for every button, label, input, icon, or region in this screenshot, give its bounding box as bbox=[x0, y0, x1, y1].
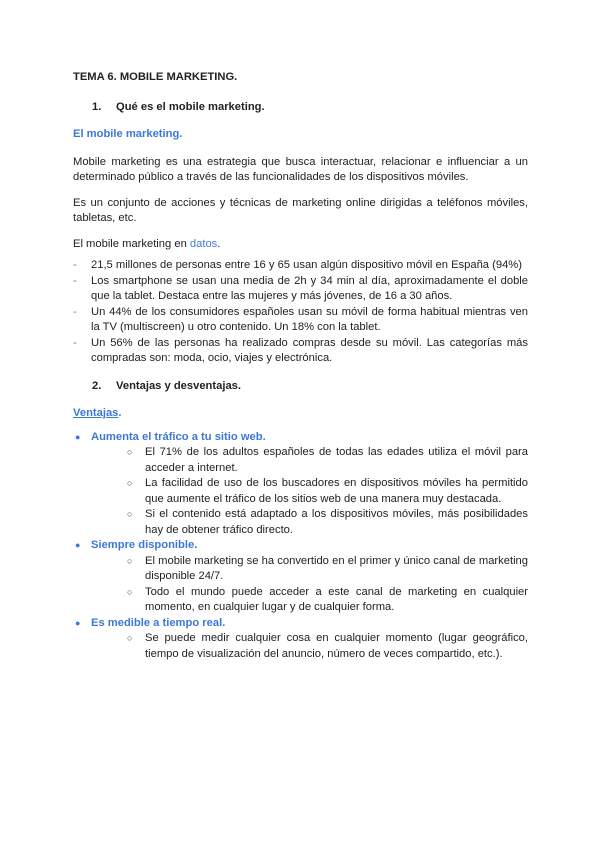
paragraph-text-end: . bbox=[217, 237, 221, 250]
advantage-points bbox=[91, 554, 528, 616]
sub-item-text: Todo el mundo puede acceder a este canal de marketing en cualquier momento, en cualquier lugar y de cualquier forma. bbox=[145, 585, 528, 613]
circle-marker: ○ bbox=[127, 555, 133, 566]
circle-marker: ○ bbox=[127, 586, 133, 597]
paragraph-data-intro bbox=[73, 237, 528, 253]
advantage-label: Es medible a tiempo real. bbox=[91, 616, 226, 629]
sub-item-text: El 71% de los adultos españoles de todas las edades utiliza el móvil para acceder a internet. bbox=[145, 446, 528, 474]
list-item-text: Un 56% de las personas ha realizado compras desde su móvil. Las categorías más compradas son: moda, ocio, viajes y electrónica. bbox=[91, 336, 528, 364]
bullet-marker: ● bbox=[75, 617, 81, 628]
paragraph-actions: Es un conjunto de acciones y técnicas de marketing online dirigidas a teléfonos móviles, tabletas, etc. bbox=[73, 196, 528, 224]
advantage-points bbox=[91, 445, 528, 538]
sub-item-text: El mobile marketing se ha convertido en el primer y único canal de marketing disponible 24/7. bbox=[145, 554, 528, 582]
circle-marker: ○ bbox=[127, 478, 133, 488]
circle-marker: ○ bbox=[127, 633, 133, 643]
section-title: Ventajas y desventajas. bbox=[116, 379, 242, 392]
circle-marker: ○ bbox=[127, 509, 133, 519]
list-item bbox=[73, 274, 528, 305]
advantage-item bbox=[73, 430, 528, 539]
subheading-suffix: . bbox=[118, 407, 122, 419]
document-title: TEMA 6. MOBILE MARKETING. bbox=[73, 71, 238, 83]
section-number: 2. bbox=[92, 379, 102, 392]
paragraph-definition: Mobile marketing es una estrategia que busca interactuar, relacionar e influenciar a un determinado público a través de las funcionalidades de los dispositivos móviles. bbox=[73, 155, 528, 183]
section-heading-2 bbox=[73, 379, 528, 395]
list-item bbox=[73, 305, 528, 336]
advantage-label: Aumenta el tráfico a tu sitio web. bbox=[91, 430, 266, 443]
sub-list-item bbox=[91, 585, 528, 616]
sub-item-text: La facilidad de uso de los buscadores en dispositivos móviles ha permitido que aumente el tráfico de los sitios web de una manera muy destacada. bbox=[145, 477, 528, 505]
sub-list-item bbox=[91, 631, 528, 662]
subheading-text: Ventajas bbox=[73, 407, 119, 419]
dash-marker: - bbox=[73, 259, 77, 271]
dash-marker: - bbox=[73, 305, 77, 318]
list-item bbox=[73, 336, 528, 367]
bullet-marker: ● bbox=[75, 540, 81, 550]
facts-list bbox=[73, 258, 528, 367]
document-page bbox=[73, 70, 528, 662]
sub-item-text: Si el contenido está adaptado a los dispositivos móviles, más posibilidades hay de obtener tráfico directo. bbox=[145, 508, 528, 536]
list-item-text: Los smartphone se usan una media de 2h y 34 min al día, aproximadamente el doble que la tablet. Destaca entre las mujeres y más jóvenes, de 16 a 30 años. bbox=[91, 274, 528, 302]
advantage-item bbox=[73, 616, 528, 663]
circle-marker: ○ bbox=[127, 447, 133, 457]
advantage-label: Siempre disponible. bbox=[91, 539, 198, 551]
paragraph-text: El mobile marketing en bbox=[73, 237, 190, 250]
sub-list-item bbox=[91, 554, 528, 585]
sub-item-text: Se puede medir cualquier cosa en cualquier momento (lugar geográfico, tiempo de visualización del anuncio, número de veces compartido, etc.). bbox=[145, 632, 528, 660]
section-title: Qué es el mobile marketing. bbox=[116, 100, 265, 113]
datos-link[interactable]: datos bbox=[189, 237, 218, 250]
section-number: 1. bbox=[92, 100, 102, 113]
subheading-ventajas bbox=[73, 406, 528, 422]
list-item bbox=[73, 258, 528, 274]
section-heading-1 bbox=[73, 100, 528, 116]
bullet-marker: ● bbox=[75, 431, 81, 442]
subheading-mobile-marketing: El mobile marketing. bbox=[73, 128, 183, 140]
advantage-points bbox=[91, 631, 528, 662]
advantage-item bbox=[73, 538, 528, 616]
list-item-text: Un 44% de los consumidores españoles usan su móvil de forma habitual mientras ven la TV (multiscreen) u otro contenido. Un 18% con la tablet. bbox=[91, 305, 528, 333]
sub-list-item bbox=[91, 507, 528, 538]
advantages-list bbox=[73, 430, 528, 663]
sub-list-item bbox=[91, 445, 528, 476]
list-item-text: 21,5 millones de personas entre 16 y 65 usan algún dispositivo móvil en España (94%) bbox=[91, 259, 522, 271]
dash-marker: - bbox=[73, 274, 77, 287]
sub-list-item bbox=[91, 476, 528, 507]
dash-marker: - bbox=[73, 336, 77, 349]
